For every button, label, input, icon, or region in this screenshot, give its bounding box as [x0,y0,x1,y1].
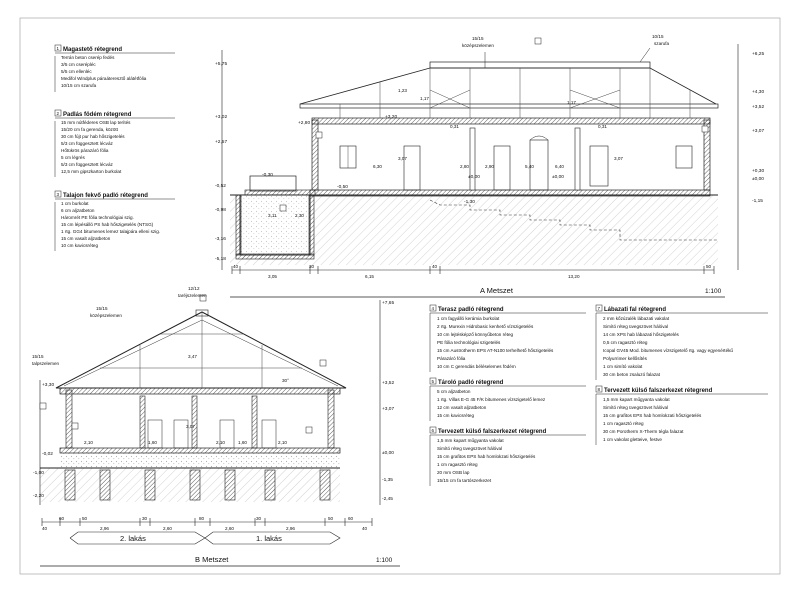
level-b-left: -1,00 [33,471,44,476]
dim-a-bottom: 30 [309,264,315,269]
dim-b-bottom: 50 [328,516,334,521]
level-a-inner: -0,50 [337,185,348,190]
opening-dim: 2,10 [278,440,287,445]
opening-dim: 1,60 [148,440,157,445]
dim-a-inner: 2,80 [460,164,469,169]
level-b-right: +7,65 [382,301,395,306]
note-line: PE fólia technológiai szigetelés [437,340,501,345]
opening-dim: 2,10 [216,440,225,445]
note-line: Simító réteg üvegszövet hálóval [603,324,669,329]
dim-a-inner: 0,31 [598,124,607,129]
dim-a-inner: 6,40 [555,164,564,169]
level-a-left: -0,52 [215,184,226,189]
note-line: 20 mm OSB lap [437,470,470,475]
note-line: Párazáró fólia [437,356,466,361]
note-line: 5/3 cm függesztett lécváz [61,141,113,146]
note-line: Terrán beton cserép fedés [61,55,115,60]
dim-b-bottom: 2,60 [225,526,234,531]
level-b-left: +3,30 [42,383,55,388]
dim-a-inner: 2,90 [485,164,494,169]
note-title: Terasz padló rétegrend [438,307,504,313]
notes-top [55,45,175,251]
note-line: 14 cm XPS hab lábazati hőszigetelés [603,332,679,337]
note-line: 1,5 mm kapart műgyanta vakolat [603,397,670,402]
callout-eaves-b: 15/15 [32,354,44,359]
tag-number: 6 [431,428,435,433]
dim-a-bottom: 3,05 [268,274,277,279]
note-line: 5/5 cm ellenléc [61,69,92,74]
level-a-right: +3,52 [752,105,765,110]
level-a-left: -5,18 [215,257,226,262]
notes-mid [430,305,768,486]
dim-b-bottom: 80 [199,516,205,521]
dim-a-bottom: 6,15 [365,274,374,279]
note-line: 1 cm simító vakolat [603,364,643,369]
section-b-caption: B Metszet [195,555,229,564]
note-line: 1 cm vakolat gletteive, festve [603,437,662,442]
level-a-inner: +2,80 [298,121,311,126]
dim-a-inner: 1,23 [398,88,407,93]
roof-height-dim: 3,47 [188,354,197,359]
level-a-inner: -0,30 [262,173,273,178]
level-b-left: -2,20 [33,494,44,499]
callout-eaves-b: talpszelemen [32,361,60,366]
level-a-left: -3,16 [215,237,226,242]
tag-number: 8 [597,387,601,392]
level-a-right: +0,30 [752,169,765,174]
note-line: 1 cm ragasztó réteg [603,421,644,426]
note-line: Icopal GV45 Mod. bitumenes vízszigetelő rtg. vagy egyenértékű [603,348,733,353]
note-line: 15/15 cm fa tartószerkezet [437,478,492,483]
note-line: 15/20 cm fa gerenda, között [61,127,118,132]
note-line: Hőtükrös párazáró fólia [61,148,109,153]
level-a-right: -1,15 [752,199,763,204]
note-line: 1 rtg. GG4 bitumenes lemez talajpára elleni szig. [61,229,161,234]
level-b-left: -0,02 [42,452,53,457]
note-line: 12 cm vasalt aljzatbeton [437,405,487,410]
note-line: 10 cm lejtésképző könnyűbeton réteg [437,332,514,337]
dim-b-bottom: 40 [42,526,48,531]
dim-a-inner: 6,30 [373,164,382,169]
note-line: 15 cm Austrotherm EPS AT-N100 terhelhető hőszigetelés [437,348,554,353]
level-b-right: +3,52 [382,381,395,386]
note-line: 15 mm nútféderes OSB lap terítés [61,120,131,125]
note-title: Talajon fekvő padló rétegrend [63,193,148,199]
dim-a-inner: 2,30 [295,213,304,218]
note-line: Simító réteg üvegszövet hálóval [437,446,503,451]
level-a-right: +3,07 [752,129,765,134]
level-a-left: +5,75 [215,62,228,67]
section-a-drawing [222,38,738,274]
note-line: 15 cm lépésálló PS hab hőszigetelés (NTSG) [61,222,154,227]
dim-b-bottom: 60 [59,516,65,521]
note-line: 1 rtg. Villas E-G 45 F/K bitumenes vízszigetelő lemez [437,397,546,402]
note-title: Tervezett külső falszerkezet rétegrend [438,429,547,435]
tag-number: 2 [56,111,60,116]
callout-mid-b: 15/15 [96,306,108,311]
callout-ridge-top: 15/15 [472,36,484,41]
dim-b-bottom: 40 [362,526,368,531]
note-line: Háromrét PE fólia technológiai szig. [61,215,134,220]
note-title: Magastető rétegrend [63,47,123,53]
level-a-left: +2,57 [215,140,228,145]
dim-a-bottom: 40 [233,264,239,269]
dim-a-inner: 3,07 [614,156,623,161]
dim-a-bottom: 40 [432,264,438,269]
dim-a-inner: 5,40 [525,164,534,169]
note-line: 10 cm C gerendás béléselemes födém [437,364,516,369]
note-title: Tároló padló rétegrend [438,380,504,386]
note-line: 5 cm légrés [61,155,85,160]
level-a-right: +4,30 [752,90,765,95]
dim-a-inner: 3,11 [268,213,277,218]
section-a-caption: A Metszet [480,286,513,295]
tag-number: 3 [56,192,60,197]
note-line: 15 cm grafitos EPS hab homlokzati hőszigetelés [437,454,536,459]
note-line: 0,5 cm ragasztó réteg [603,340,648,345]
note-line: Polyurrimer kellősítés [603,356,647,361]
note-line: 6 cm aljzatbeton [61,208,95,213]
dim-b-bottom: 60 [348,516,354,521]
note-line: 3/5 cm cserépléc [61,62,96,67]
dim-b-bottom: 50 [82,516,88,521]
dim-b-bottom: 2,96 [100,526,109,531]
level-a-inner: ±0,00 [468,175,480,180]
callout-rafter-top: 10/15 [652,34,664,39]
note-line: 12,5 mm gipszkarton burkolat [61,169,122,174]
tag-number: 1 [56,46,60,51]
unit-label: 2. lakás [120,534,146,543]
note-line: 5 cm aljzatbeton [437,389,471,394]
note-line: 5/3 cm függesztett lécváz [61,162,113,167]
dim-b-bottom: 2,96 [286,526,295,531]
callout-rafter-bottom: szarufa [654,41,670,46]
note-line: 15 cm grafitos EPS hab homlokzati hőszigetelés [603,413,702,418]
level-a-left: -0,98 [215,208,226,213]
dim-a-inner: 3,07 [398,156,407,161]
level-a-inner: +3,20 [385,115,398,120]
callout-mid-b: középszelemen [90,313,122,318]
note-line: 1,5 mm kapart műgyanta vakolat [437,438,504,443]
level-a-inner: ±0,00 [552,175,564,180]
note-line: 15 cm kavicsréteg [437,413,475,418]
note-title: Tervezett külső falszerkezet rétegrend [604,388,713,394]
level-b-right: ±0,00 [382,451,394,456]
roof-angle: 30° [282,378,289,383]
note-line: 2 mm kőzúzalék lábazati vakolat [603,316,670,321]
section-b-drawing [40,295,380,544]
note-line: 2 rtg. Murexin Hidrobasic kenhető vízszigetelés [437,324,534,329]
level-a-right: +6,25 [752,52,765,57]
opening-dim: 2,10 [84,440,93,445]
note-title: Lábazati fal rétegrend [604,307,667,313]
note-title: Padlás födém rétegrend [63,112,132,118]
tag-number: 5 [431,379,435,384]
dim-a-bottom: 50 [706,264,712,269]
note-line: 1 cm fagyálló kerámia burkolat [437,316,500,321]
unit-label: 1. lakás [256,534,282,543]
dim-b-bottom: 30 [142,516,148,521]
note-line: 15 cm vasalt aljzatbeton [61,236,111,241]
callout-ridge-bottom: középszelemen [462,43,494,48]
note-line: 30 cm Porotherm X-Therm tégla falazat [603,429,684,434]
note-line: 30 cm fújt pur hab hőszigetelés [61,134,125,139]
level-a-inner: -1,30 [464,200,475,205]
opening-dim: 1,60 [238,440,247,445]
level-b-right: +3,07 [382,407,395,412]
level-a-left: +3,02 [215,115,228,120]
dim-a-inner: 0,31 [450,124,459,129]
note-line: Medifol Windplus páraáteresztő alátétfólia [61,76,147,81]
level-b-right: -2,45 [382,497,393,502]
note-line: 10 cm kavicsréteg [61,243,99,248]
tag-number: 4 [431,306,435,311]
dim-a-inner: 1,17 [567,100,576,105]
note-line: 1 cm ragasztó réteg [437,462,478,467]
dim-b-bottom: 30 [256,516,262,521]
note-line: Simító réteg üvegszövet hálóval [603,405,669,410]
section-a-scale: 1:100 [705,288,722,295]
note-line: 1 cm burkolat [61,201,89,206]
tag-number: 7 [597,306,601,311]
level-a-right: ±0,00 [752,177,764,182]
dim-a-bottom: 13,20 [568,274,580,279]
level-b-right: -1,35 [382,478,393,483]
dim-a-inner: 1,17 [420,96,429,101]
wall-height-dim: 3,07 [186,424,195,429]
callout-ridge-b: 12/12 [188,286,200,291]
note-line: 30 cm beton zsaluzó falazat [603,372,660,377]
note-line: 10/15 cm szarufa [61,83,97,88]
section-b-scale: 1:100 [376,557,393,564]
callout-ridge-b: taréjszelemen [178,293,207,298]
dim-b-bottom: 2,60 [163,526,172,531]
